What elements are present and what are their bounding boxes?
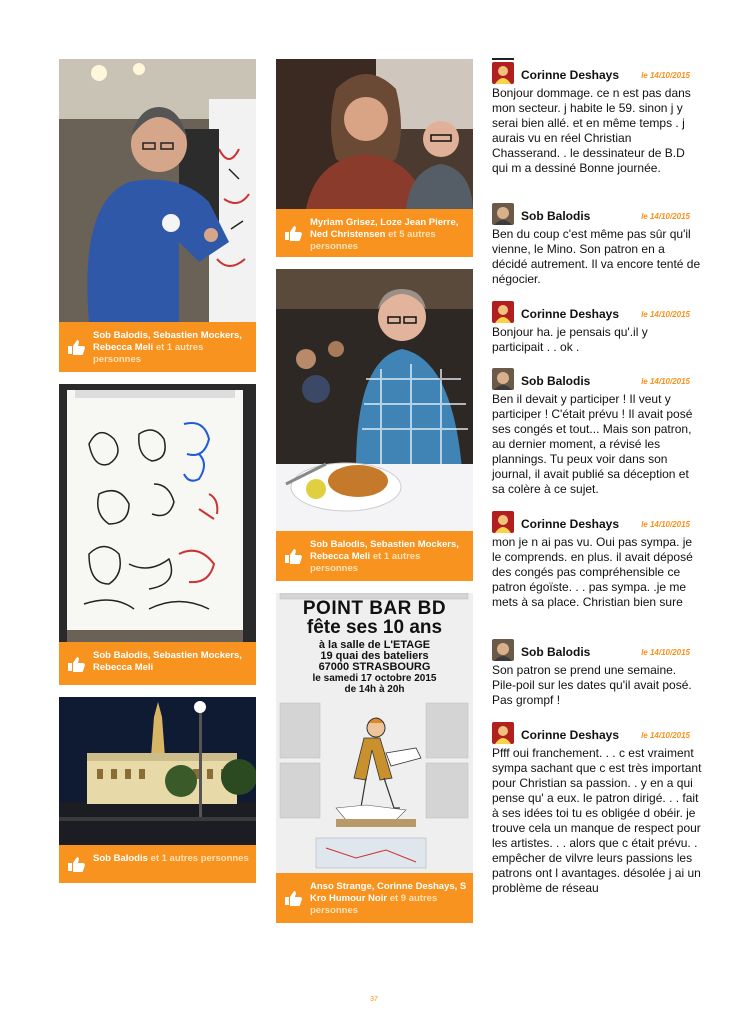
liked-by[interactable]: Sob Balodis, Sebastien Mockers, Rebecca Meli [93, 650, 242, 673]
thumbs-up-icon[interactable] [67, 339, 85, 355]
comment-date: le 14/10/2015 [641, 520, 690, 529]
photo-card-6 [276, 593, 473, 923]
comment-author[interactable]: Corinne Deshays [521, 307, 620, 321]
photo-night-building[interactable] [59, 697, 256, 845]
comment-author[interactable]: Sob Balodis [521, 645, 591, 659]
like-bar [276, 873, 473, 923]
event-poster[interactable] [276, 593, 473, 873]
liked-by[interactable]: Sob Balodis, Sebastien Mockers, Rebecca Meli [93, 330, 242, 353]
thumbs-up-icon[interactable] [284, 890, 302, 906]
avatar[interactable] [492, 62, 514, 84]
comment-date: le 14/10/2015 [641, 377, 690, 386]
top-rule [492, 58, 514, 60]
liked-others[interactable]: et 1 autres personnes [147, 853, 249, 864]
comment-text: Ben il devait y participer ! Il veut y participer ! C'était prévu ! Il avait posé ses congés et tout... Mais son patron, au dernier moment, a révisé les plannings. Tu peux voir dans son journal, il avait publié sa déception et sa colère à ce sujet. [492, 392, 693, 496]
comment [492, 511, 702, 610]
comment [492, 301, 702, 355]
photo-two-men[interactable] [276, 59, 473, 209]
comment-text: Bonjour ha. je pensais qu'.il y participait . . ok . [492, 325, 648, 354]
avatar[interactable] [492, 203, 514, 225]
comment-author[interactable]: Sob Balodis [521, 209, 591, 223]
like-bar [276, 531, 473, 581]
photo-man-drawing[interactable] [59, 59, 256, 322]
like-bar [276, 209, 473, 257]
like-bar [59, 642, 256, 685]
thumbs-up-icon[interactable] [67, 856, 85, 872]
comment-text: Ben du coup c'est même pas sûr qu'il vienne, le Mino. Son patron en a décidé autrement. Il va encore tenté de négocier. [492, 227, 701, 286]
comment [492, 639, 702, 708]
photo-card-5 [276, 269, 473, 581]
thumbs-up-icon[interactable] [284, 225, 302, 241]
poster-venue: à la salle de L'ETAGE [318, 639, 431, 651]
comment-author[interactable]: Corinne Deshays [521, 517, 620, 531]
comment-text: Son patron se prend une semaine. Pile-poil sur les dates qu'il avait posé. Pas grompf ! [492, 663, 692, 707]
liked-by[interactable]: Sob Balodis [93, 853, 148, 864]
poster-city: 67000 STRASBOURG [318, 661, 431, 673]
poster-date: le samedi 17 octobre 2015 [312, 673, 437, 684]
liked-others[interactable]: et 1 autres personnes [93, 342, 204, 365]
photo-card-2 [59, 384, 256, 685]
comment [492, 62, 702, 176]
comment-author[interactable]: Corinne Deshays [521, 68, 620, 82]
comment [492, 722, 702, 896]
photo-man-dinner[interactable] [276, 269, 473, 531]
like-bar [59, 322, 256, 372]
poster-address: 19 quai des bateliers [320, 650, 429, 662]
photo-card-1 [59, 59, 256, 372]
liked-others[interactable]: et 5 autres personnes [310, 229, 436, 252]
liked-others[interactable]: et 1 autres personnes [310, 551, 421, 574]
liked-others[interactable]: et 9 autres personnes [310, 893, 438, 916]
comment [492, 368, 702, 497]
thumbs-up-icon[interactable] [284, 548, 302, 564]
comment-text: mon je n ai pas vu. Oui pas sympa. je le comprends. en plus. il avait déposé des congés pas compréhensible ce patron égoïste. . . pas sympa. .je me mets à sa place. Christian bien sure [492, 535, 693, 609]
poster-title: POINT BAR BD [302, 598, 447, 619]
liked-by[interactable]: Sob Balodis, Sebastien Mockers, Rebecca Meli [310, 539, 459, 562]
comment-date: le 14/10/2015 [641, 71, 690, 80]
avatar[interactable] [492, 301, 514, 323]
poster-time: de 14h à 20h [344, 684, 405, 695]
comment-author[interactable]: Sob Balodis [521, 374, 591, 388]
comment-date: le 14/10/2015 [641, 310, 690, 319]
liked-by[interactable]: Myriam Grisez, Loze Jean Pierre, Ned Christensen [310, 217, 459, 240]
avatar[interactable] [492, 368, 514, 390]
avatar[interactable] [492, 511, 514, 533]
comment-text: Bonjour dommage. ce n est pas dans mon secteur. j habite le 59. sinon j y serai bien allé. et en même temps . j aurais vu en réel Christian Chasserand. . le dessinateur de B.D qui m a dessiné Bonne journée. [492, 86, 691, 175]
poster-subtitle: fête ses 10 ans [306, 617, 443, 638]
photo-card-3 [59, 697, 256, 883]
comment-author[interactable]: Corinne Deshays [521, 728, 620, 742]
comment-date: le 14/10/2015 [641, 648, 690, 657]
page-number: 37 [370, 996, 378, 1003]
thumbs-up-icon[interactable] [67, 656, 85, 672]
comment [492, 203, 702, 287]
like-bar [59, 845, 256, 883]
comment-date: le 14/10/2015 [641, 731, 690, 740]
photo-card-4 [276, 59, 473, 257]
liked-by[interactable]: Anso Strange, Corinne Deshays, S Kro Humour Noir [310, 881, 467, 904]
photo-cartoon-sketch[interactable] [59, 384, 256, 642]
avatar[interactable] [492, 722, 514, 744]
comment-date: le 14/10/2015 [641, 212, 690, 221]
comment-text: Pfff oui franchement. . . c est vraiment sympa sachant que c est très important pour Christian sa passion. . y en a qui pense qu' a eux. le patron dirigé. . . fait à ses idées toi tu es obligée d obéir. je trouve cela un manque de respect pour les artistes. . . alors que c était prévu. . empêcher de vilvre leurs passions les patrons ont l avantages. désolée j ai un problème de réseau [492, 746, 702, 895]
avatar[interactable] [492, 639, 514, 661]
